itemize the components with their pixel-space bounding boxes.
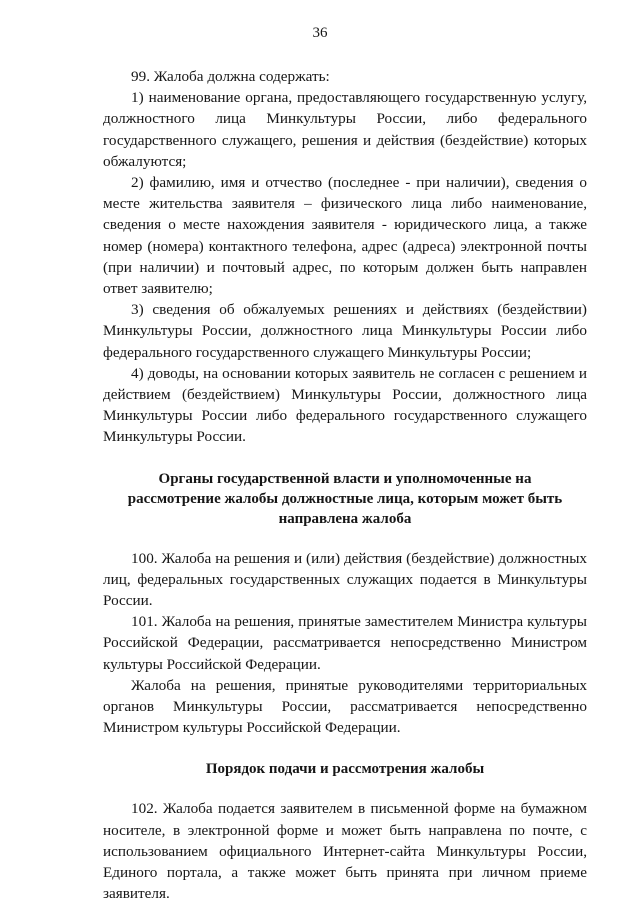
paragraph-100: 100. Жалоба на решения и (или) действия (бездействие) должностных лиц, федеральных государственных служащих подается в Минкультуры России. <box>103 549 587 610</box>
paragraph-101: 101. Жалоба на решения, принятые заместителем Министра культуры Российской Федерации, рассматривается непосредственно Министром культуры Российской Федерации. <box>103 613 587 673</box>
paragraph-99-item-3: 3) сведения об обжалуемых решениях и действиях (бездействии) Минкультуры России, должностного лица Минкультуры России либо федерального государственного служащего Минкультуры России; <box>103 301 587 361</box>
paragraph-99-item-2: 2) фамилию, имя и отчество (последнее - при наличии), сведения о месте жительства заявителя – физического лица либо наименование, сведения о месте нахождения заявителя - юридического лица, а также номер (номера) контактного телефона, адрес (адреса) электронной почты (при наличии) и почтовый адрес, по которым должен быть направлен ответ заявителю; <box>103 174 587 298</box>
paragraph-99-item-4: 4) доводы, на основании которых заявитель не согласен с решением и действием (бездействием) Минкультуры России, должностного лица Минкультуры России либо федерального государственного служащего Минкультуры России. <box>103 364 587 446</box>
section-heading-authorities: Органы государственной власти и уполномоченные на рассмотрение жалобы должностные лица, которым может быть направлена жалоба <box>127 470 563 527</box>
document-body <box>103 66 587 905</box>
paragraph-99: 99. Жалоба должна содержать: <box>131 68 330 85</box>
paragraph-101-b: Жалоба на решения, принятые руководителями территориальных органов Минкультуры России, рассматривается непосредственно Министром культуры Российской Федерации. <box>103 676 587 737</box>
section-heading-procedure: Порядок подачи и рассмотрения жалобы <box>205 761 485 778</box>
paragraph-99-item-1: 1) наименование органа, предоставляющего государственную услугу, должностного лица Минкультуры России, либо федерального государственного служащего, решения и действия (бездействие) которых обжалуются; <box>103 89 587 170</box>
page-number: 36 <box>312 25 328 41</box>
paragraph-102: 102. Жалоба подается заявителем в письменной форме на бумажном носителе, в электронной форме и может быть направлена по почте, с использованием официального Интернет-сайта Минкультуры России, Единого портала, а также может быть принята при личном приеме заявителя. <box>103 800 587 903</box>
